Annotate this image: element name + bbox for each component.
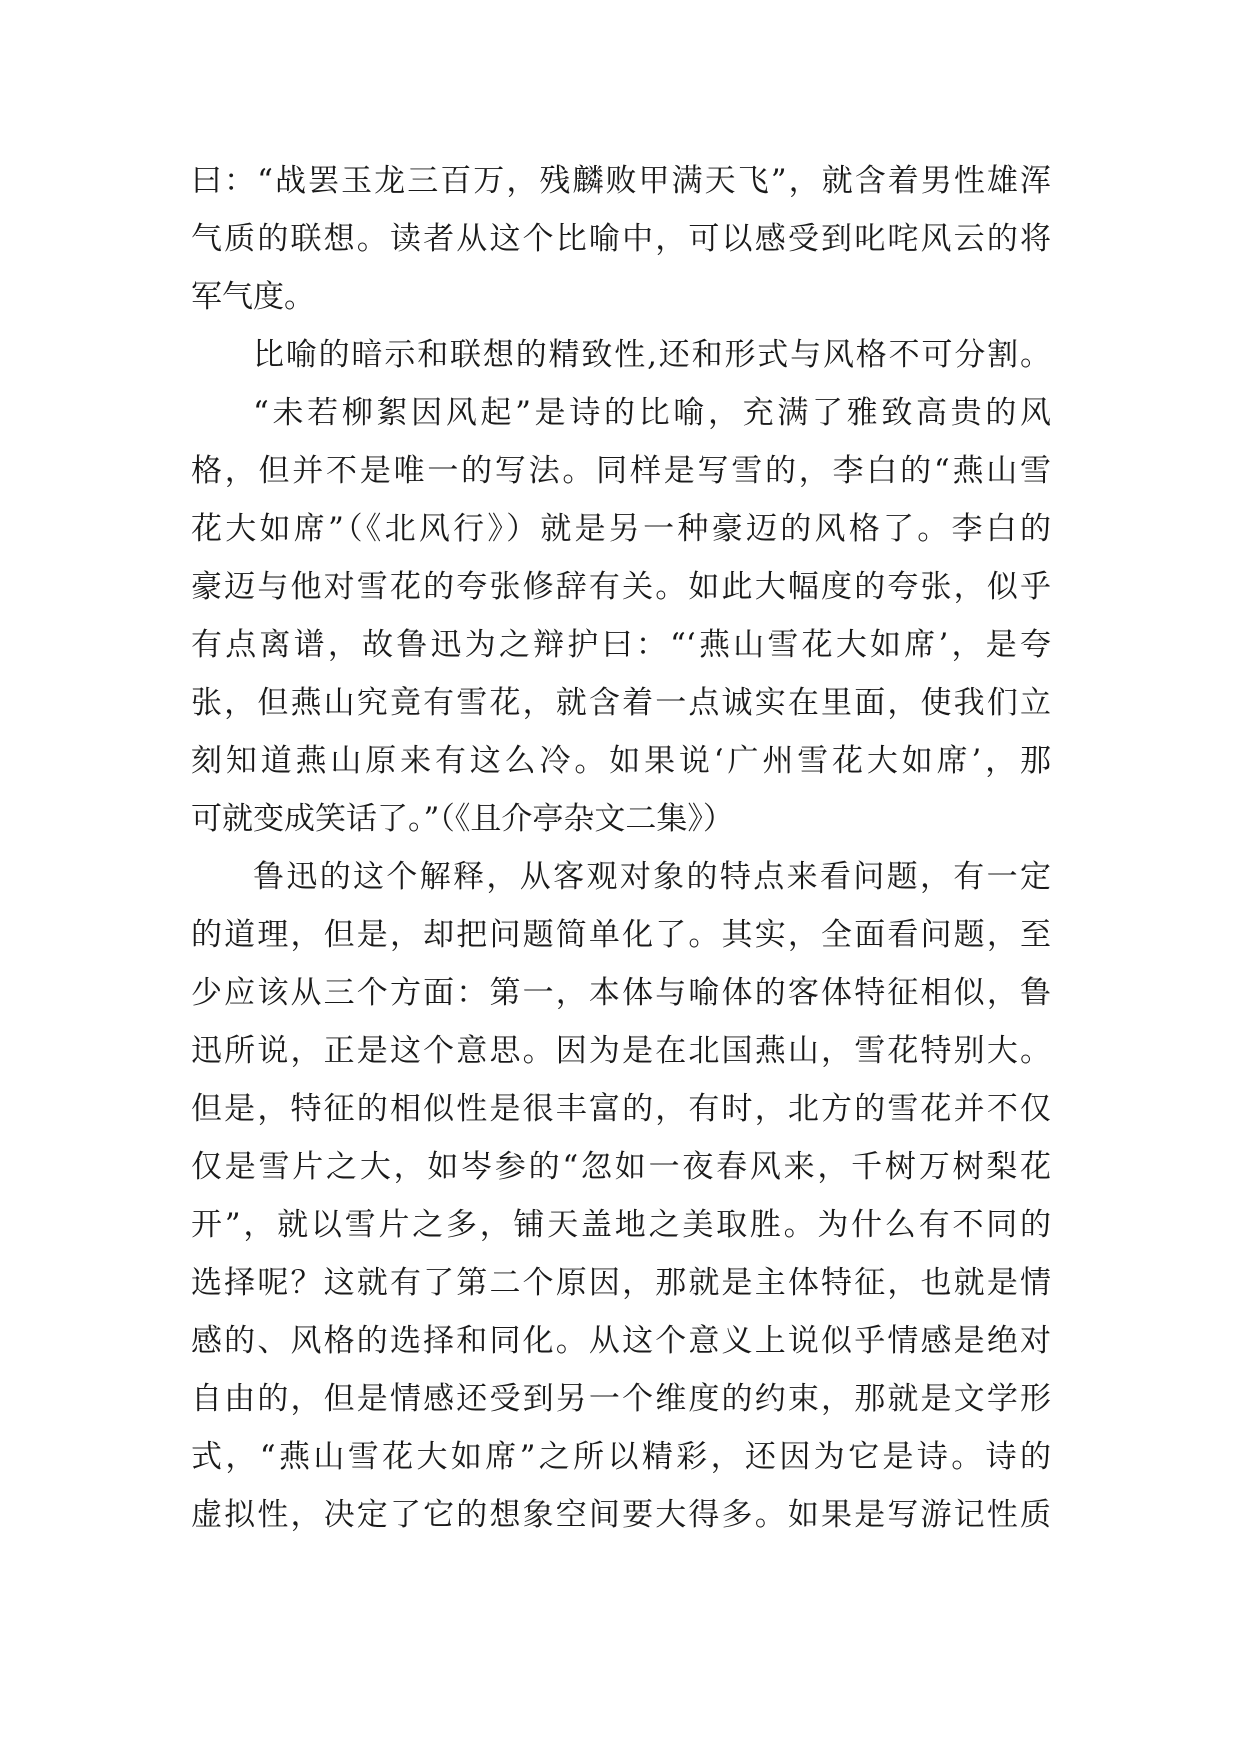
text-line: 虚拟性，决定了它的想象空间要大得多。如果是写游记性质 [191, 1497, 1051, 1533]
text-line: 军气度。 [191, 279, 315, 315]
text-line: 可就变成笑话了。”（《且介亭杂文二集》） [191, 801, 734, 837]
text-line: 开”，就以雪片之多，铺天盖地之美取胜。为什么有不同的 [191, 1207, 1051, 1243]
text-line: 曰：“战罢玉龙三百万，残麟败甲满天飞”，就含着男性雄浑 [191, 163, 1051, 199]
text-line: 仅是雪片之大，如岑参的“忽如一夜春风来，千树万树梨花 [191, 1149, 1051, 1185]
text-line: 感的、风格的选择和同化。从这个意义上说似乎情感是绝对 [191, 1323, 1051, 1359]
text-line: 比喻的暗示和联想的精致性,还和形式与风格不可分割。 [253, 337, 1051, 373]
text-line: “未若柳絮因风起”是诗的比喻，充满了雅致高贵的风 [253, 395, 1051, 431]
text-line: 张，但燕山究竟有雪花，就含着一点诚实在里面，使我们立 [191, 685, 1051, 721]
text-line: 少应该从三个方面：第一，本体与喻体的客体特征相似，鲁 [191, 975, 1051, 1011]
text-line: 的道理，但是，却把问题简单化了。其实，全面看问题，至 [191, 917, 1051, 953]
text-line: 气质的联想。读者从这个比喻中，可以感受到叱咤风云的将 [191, 221, 1051, 257]
text-line: 式，“燕山雪花大如席”之所以精彩，还因为它是诗。诗的 [191, 1439, 1051, 1475]
text-line: 鲁迅的这个解释，从客观对象的特点来看问题，有一定 [253, 859, 1051, 895]
text-line: 选择呢？这就有了第二个原因，那就是主体特征，也就是情 [191, 1265, 1051, 1301]
text-line: 有点离谱，故鲁迅为之辩护曰：“‘燕山雪花大如席’，是夸 [191, 627, 1051, 663]
text-line: 迅所说，正是这个意思。因为是在北国燕山，雪花特别大。 [191, 1033, 1051, 1069]
text-line: 但是，特征的相似性是很丰富的，有时，北方的雪花并不仅 [191, 1091, 1051, 1127]
text-line: 花大如席”（《北风行》）就是另一种豪迈的风格了。李白的 [191, 511, 1051, 547]
text-line: 豪迈与他对雪花的夸张修辞有关。如此大幅度的夸张，似乎 [191, 569, 1051, 605]
body-text [191, 152, 1051, 1544]
text-line: 刻知道燕山原来有这么冷。如果说‘广州雪花大如席’，那 [191, 743, 1051, 779]
text-line: 格，但并不是唯一的写法。同样是写雪的，李白的“燕山雪 [191, 453, 1051, 489]
text-line: 自由的，但是情感还受到另一个维度的约束，那就是文学形 [191, 1381, 1051, 1417]
